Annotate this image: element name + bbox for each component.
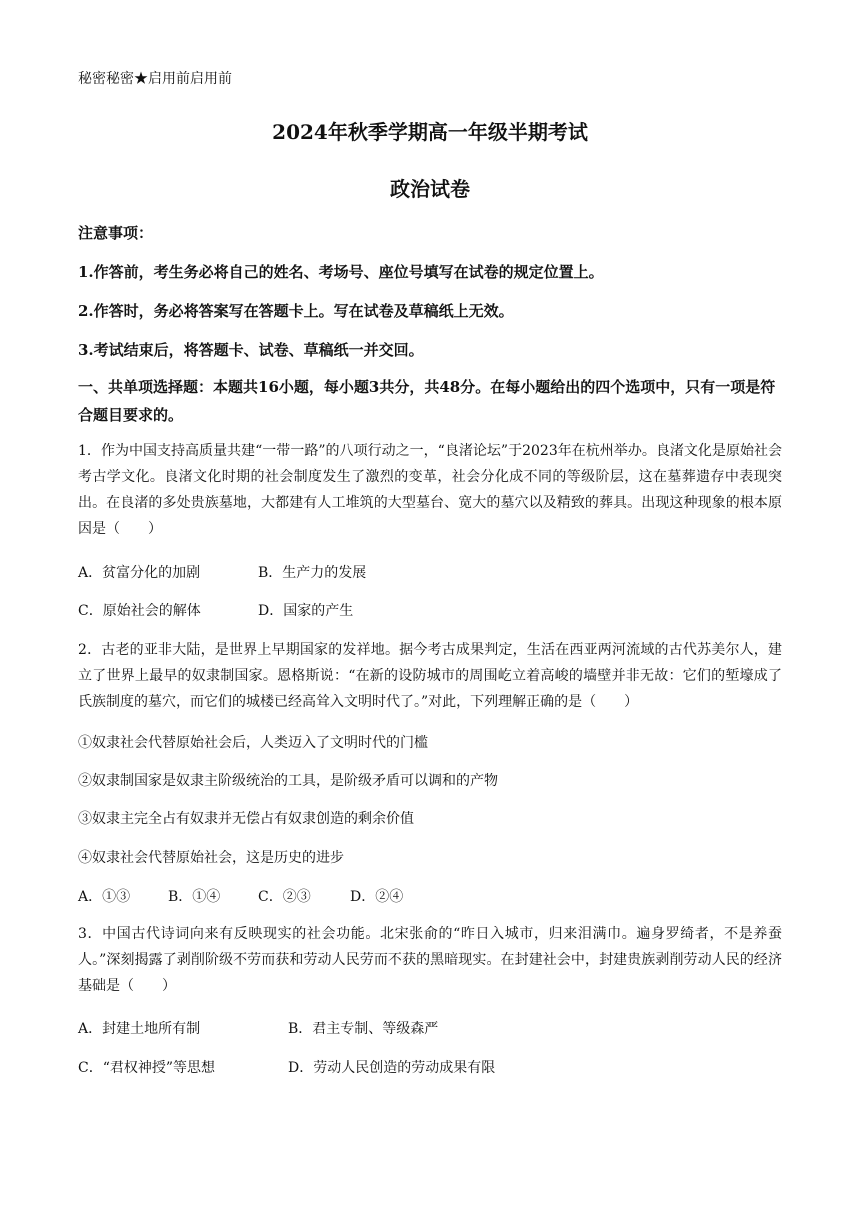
- notes-heading: 注意事项：: [78, 224, 154, 242]
- question-1-stem: 1．作为中国支持高质量共建“一带一路”的八项行动之一，“良渚论坛”于2023年在杭州举办。良渚文化是原始社会考古学文化。良渚文化时期的社会制度发生了激烈的变革，社会分化成不同的等级阶层，这在墓葬遗存中表现突出。在良渚的多处贵族墓地，大都建有人工堆筑的大型墓台、宽大的墓穴以及精致的葬具。出现这种现象的根本原因是（ ）: [78, 443, 782, 537]
- subject-title: 政治试卷: [390, 177, 470, 201]
- q1-option-c: C．原始社会的解体: [78, 603, 201, 619]
- q2-option-b: B．①④: [168, 889, 221, 905]
- q3-option-d: D．劳动人民创造的劳动成果有限: [288, 1060, 496, 1076]
- q2-statement: ②奴隶制国家是奴隶主阶级统治的工具，是阶级矛盾可以调和的产物: [78, 773, 498, 789]
- note-item: 3.考试结束后，将答题卡、试卷、草稿纸一并交回。: [78, 341, 424, 359]
- q2-statement: ③奴隶主完全占有奴隶并无偿占有奴隶创造的剩余价值: [78, 811, 414, 827]
- note-item: 1.作答前，考生务必将自己的姓名、考场号、座位号填写在试卷的规定位置上。: [78, 263, 604, 281]
- q3-option-b: B．君主专制、等级森严: [288, 1021, 439, 1037]
- section-heading: 一、共单项选择题：本题共16小题，每小题3共分，共48分。在每小题给出的四个选项中，只有一项是符合题目要求的。: [78, 378, 776, 424]
- q2-statement: ①奴隶社会代替原始社会后，人类迈入了文明时代的门槛: [78, 735, 428, 751]
- q2-option-d: D．②④: [350, 889, 404, 905]
- q1-option-a: A．贫富分化的加剧: [78, 565, 201, 581]
- q1-option-d: D．国家的产生: [258, 603, 354, 619]
- q2-statement: ④奴隶社会代替原始社会，这是历史的进步: [78, 850, 344, 866]
- q2-option-c: C．②③: [258, 889, 311, 905]
- q3-option-a: A．封建土地所有制: [78, 1021, 201, 1037]
- secret-mark: 秘密秘密★启用前启用前: [78, 71, 232, 87]
- note-item: 2.作答时，务必将答案写在答题卡上。写在试卷及草稿纸上无效。: [78, 302, 514, 320]
- q3-option-c: C．“君权神授”等思想: [78, 1060, 216, 1076]
- question-3-stem: 3．中国古代诗词向来有反映现实的社会功能。北宋张俞的“昨日入城市，归来泪满巾。遍身罗绮者，不是养蚕人。”深刻揭露了剥削阶级不劳而获和劳动人民劳而不获的黑暗现实。在封建社会中，封建贵族剥削劳动人民的经济基础是（ ）: [78, 926, 782, 994]
- exam-title: 2024年秋季学期高一年级半期考试: [272, 120, 588, 144]
- question-2-stem: 2．古老的亚非大陆，是世界上早期国家的发祥地。据今考古成果判定，生活在西亚两河流域的古代苏美尔人，建立了世界上最早的奴隶制国家。恩格斯说：“在新的设防城市的周围屹立着高峻的墙壁并非无故：它们的堑壕成了氏族制度的墓穴，而它们的城楼已经高耸入文明时代了。”对此，下列理解正确的是（ ）: [78, 642, 782, 710]
- q2-option-a: A．①③: [78, 889, 131, 905]
- q1-option-b: B．生产力的发展: [258, 565, 367, 581]
